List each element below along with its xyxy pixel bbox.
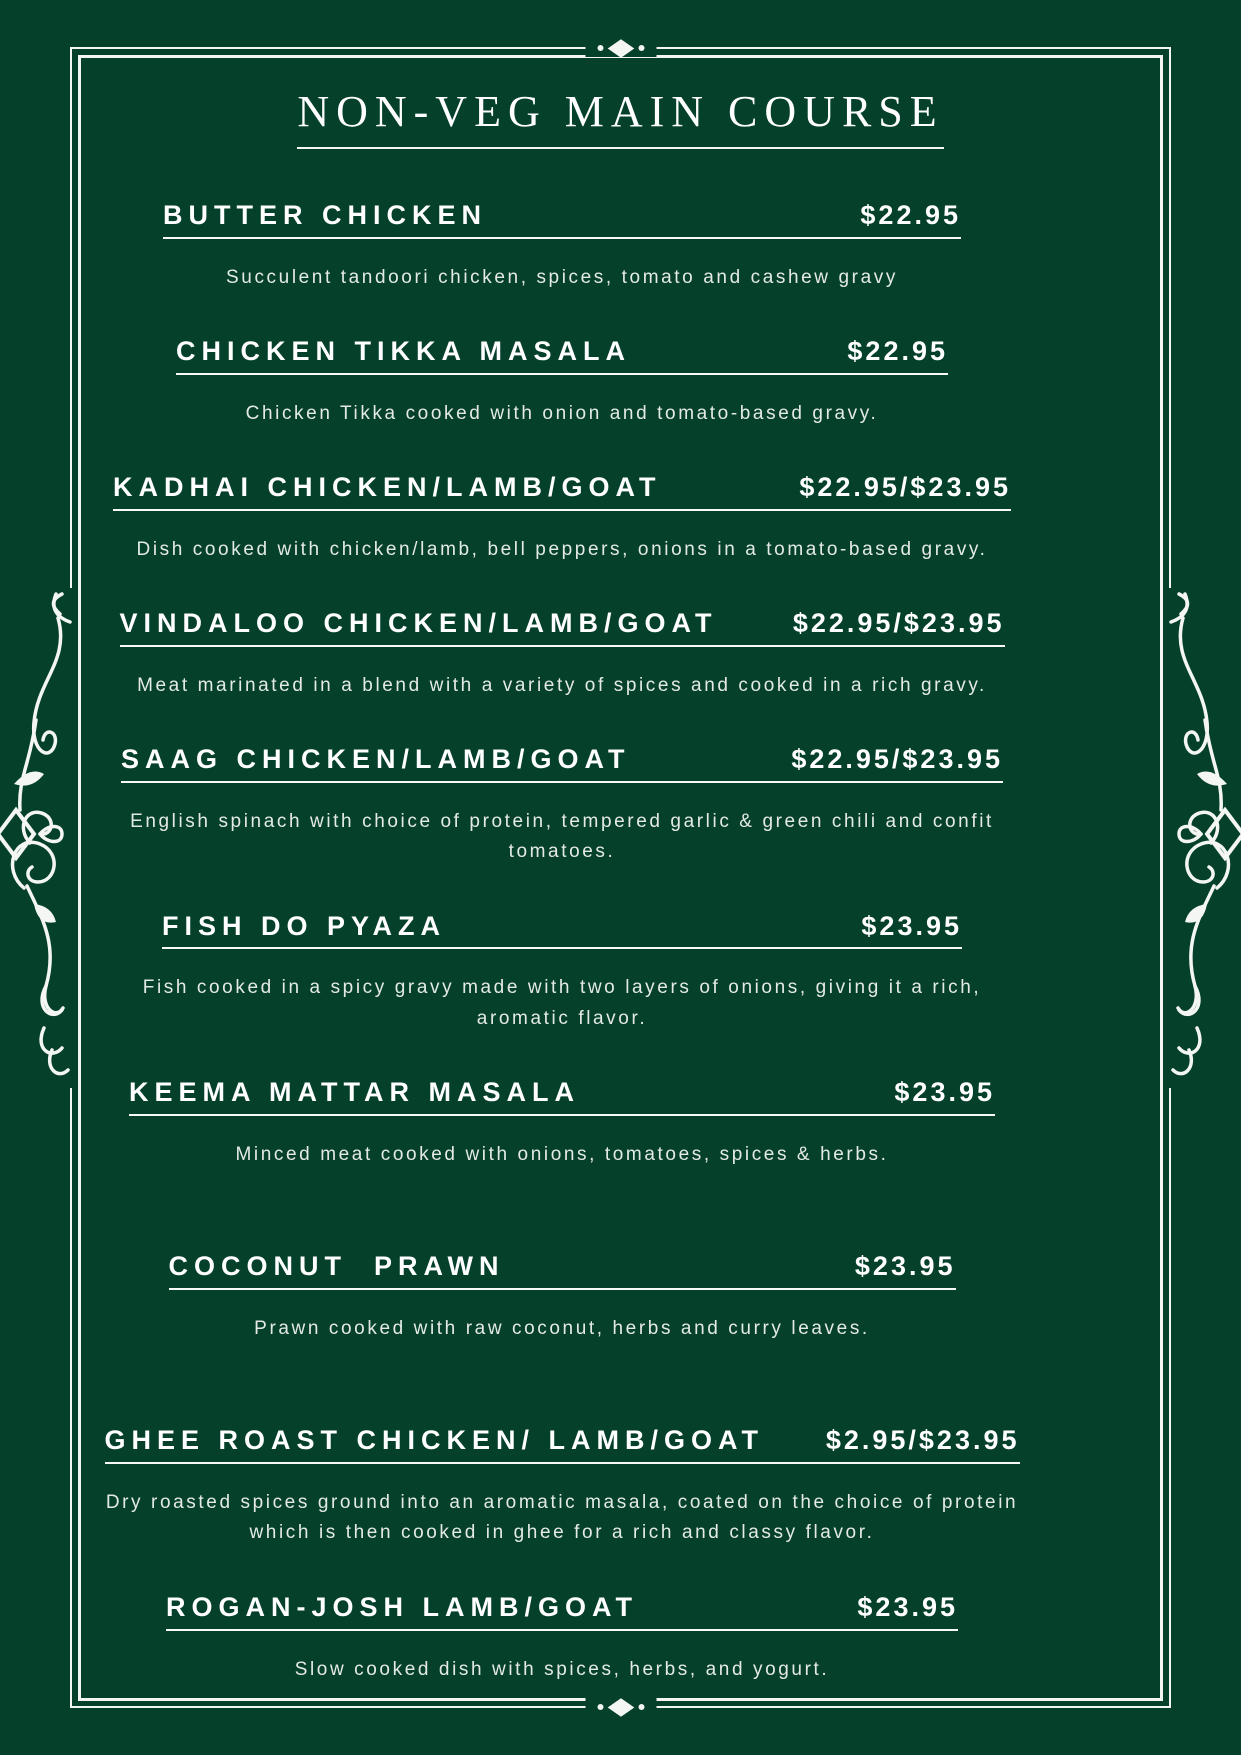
dish-description: English spinach with choice of protein, tempered garlic & green chili and confit tomatoes. xyxy=(130,811,994,863)
dish-name: COCONUT PRAWN xyxy=(168,1251,505,1282)
menu-item xyxy=(86,473,1038,565)
dish-row xyxy=(105,1426,1020,1464)
dish-description: Fish cooked in a spicy gravy made with two layers of onions, giving it a rich, aromatic flavor. xyxy=(142,977,982,1029)
menu-item xyxy=(86,1252,1038,1344)
divider-dot-icon xyxy=(597,1704,603,1710)
dish-row xyxy=(113,473,1011,511)
dish-price: $23.95 xyxy=(857,1591,958,1622)
dish-row xyxy=(129,1078,995,1116)
dish-description: Minced meat cooked with onions, tomatoes, spices & herbs. xyxy=(235,1143,889,1165)
dish-name: VINDALOO CHICKEN/LAMB/GOAT xyxy=(119,608,718,639)
dish-name: FISH DO PYAZA xyxy=(162,910,447,941)
dish-row xyxy=(166,1593,958,1631)
dish-description: Prawn cooked with raw coconut, herbs and curry leaves. xyxy=(254,1318,870,1340)
dish-price: $2.95/$23.95 xyxy=(825,1425,1020,1456)
dish-name: KADHAI CHICKEN/LAMB/GOAT xyxy=(113,472,662,503)
divider-dot-icon xyxy=(597,45,603,51)
dish-description: Succulent tandoori chicken, spices, tomato and cashew gravy xyxy=(226,266,898,288)
menu-list xyxy=(86,201,1038,1685)
menu-item xyxy=(86,1078,1038,1170)
divider-dot-icon xyxy=(638,1704,644,1710)
diamond-icon xyxy=(607,1698,634,1716)
dish-price: $22.95/$23.95 xyxy=(799,472,1011,503)
dish-price: $23.95 xyxy=(894,1077,995,1108)
dish-price: $23.95 xyxy=(861,910,962,941)
dish-description: Dish cooked with chicken/lamb, bell peppers, onions in a tomato-based gravy. xyxy=(136,538,988,560)
scroll-flourish-left-icon xyxy=(0,588,76,1088)
dish-row xyxy=(176,337,948,375)
dish-description: Slow cooked dish with spices, herbs, and yogurt. xyxy=(294,1658,830,1680)
diamond-divider-top xyxy=(585,39,656,57)
dish-price: $22.95/$23.95 xyxy=(792,608,1005,639)
dish-name: SAAG CHICKEN/LAMB/GOAT xyxy=(121,744,631,775)
dish-name: CHICKEN TIKKA MASALA xyxy=(176,336,631,367)
title-section xyxy=(0,56,1241,149)
dish-description: Dry roasted spices ground into an aromatic masala, coated on the choice of protein which is then cooked in ghee for a rich and classy flavor. xyxy=(105,1492,1019,1544)
page-title: NON-VEG MAIN COURSE xyxy=(297,90,943,149)
menu-item xyxy=(86,745,1038,867)
dish-name: BUTTER CHICKEN xyxy=(163,200,487,230)
dish-price: $22.95/$23.95 xyxy=(791,744,1003,775)
dish-price: $22.95 xyxy=(860,200,961,230)
dish-price: $23.95 xyxy=(854,1251,956,1282)
menu-item xyxy=(86,912,1038,1034)
dish-name: KEEMA MATTAR MASALA xyxy=(129,1077,580,1108)
menu-item xyxy=(86,609,1038,701)
dish-description: Meat marinated in a blend with a variety of spices and cooked in a rich gravy. xyxy=(137,674,987,696)
diamond-divider-bottom xyxy=(585,1698,656,1716)
dish-price: $22.95 xyxy=(847,336,948,367)
menu-item xyxy=(86,1593,1038,1685)
dish-description: Chicken Tikka cooked with onion and tomato-based gravy. xyxy=(245,402,879,424)
dish-row xyxy=(163,201,961,239)
menu-item xyxy=(86,201,1038,293)
dish-row xyxy=(121,745,1003,783)
dish-name: ROGAN-JOSH LAMB/GOAT xyxy=(166,1591,638,1622)
menu-item xyxy=(86,337,1038,429)
scroll-flourish-right-icon xyxy=(1165,588,1241,1088)
dish-name: GHEE ROAST CHICKEN/ LAMB/GOAT xyxy=(104,1425,764,1456)
diamond-icon xyxy=(607,39,634,57)
divider-dot-icon xyxy=(638,45,644,51)
menu-item xyxy=(86,1426,1038,1548)
dish-row xyxy=(162,912,962,950)
dish-row xyxy=(120,609,1005,647)
dish-row xyxy=(169,1252,956,1290)
